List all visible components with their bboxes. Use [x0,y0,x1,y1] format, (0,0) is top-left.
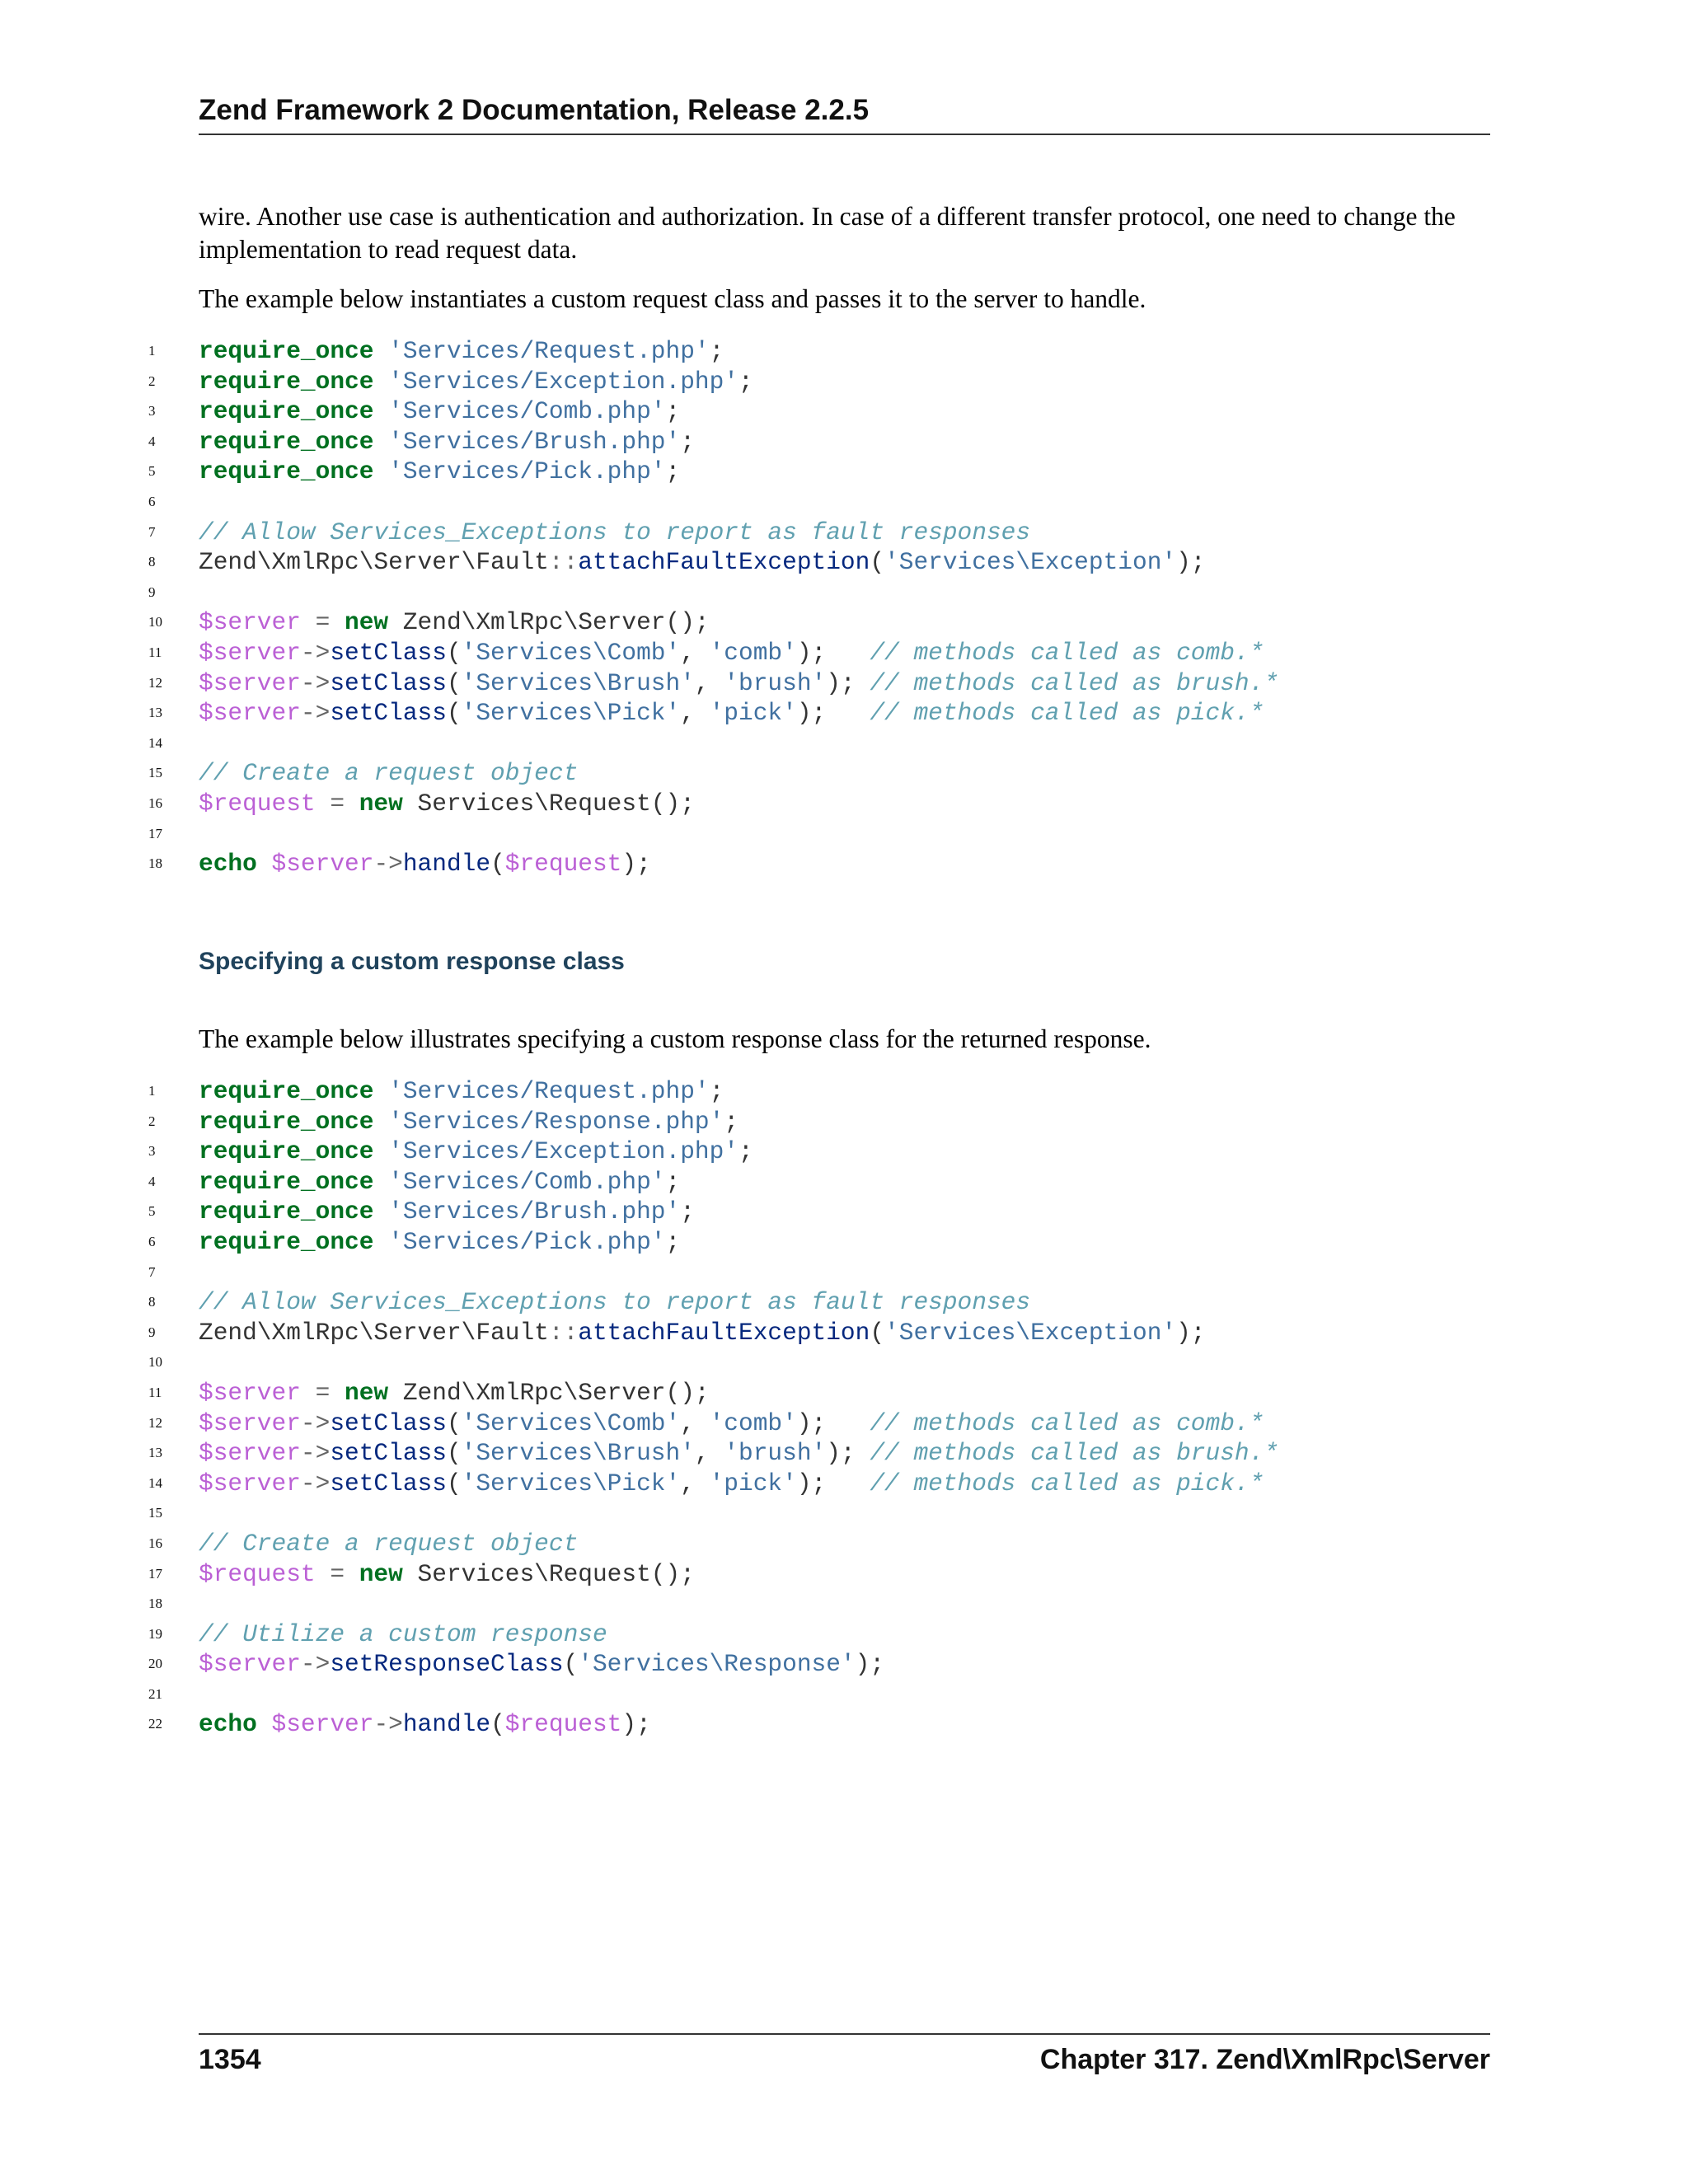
line-number: 7 [148,523,156,540]
code-token: ( [490,850,505,879]
code-token: new [359,1559,403,1588]
code-token: 'pick' [709,699,797,728]
line-number: 9 [148,1324,156,1340]
code-token: :: [548,1318,579,1347]
code-token: ); [826,1439,870,1468]
code-token: , [694,1439,724,1468]
code-token: ; [665,397,681,426]
running-header [199,92,1490,135]
code-line [148,1619,1490,1650]
code-token: $request [504,1710,622,1739]
code-token: ; [665,457,681,486]
code-token [301,1379,316,1407]
code-line [148,367,1490,397]
code-token: , [680,1408,710,1437]
code-token: 'Services/Brush.php' [388,1197,681,1226]
code-token: require_once [199,1197,374,1226]
line-number: 12 [148,1414,162,1431]
line-number: 4 [148,1173,156,1189]
line-number: 14 [148,734,162,751]
code-token: ; [680,427,695,456]
code-token [330,1379,345,1407]
code-token: Zend\XmlRpc\Server(); [388,608,710,637]
code-token: = [330,1559,345,1588]
code-token: echo [199,850,257,879]
line-number: 16 [148,1535,162,1551]
code-token: ( [563,1650,579,1679]
code-line [148,789,1490,819]
line-number: 1 [148,343,156,359]
code-token: 'Services/Pick.php' [388,1227,666,1256]
code-line [148,1287,1490,1318]
code-token: ( [870,548,885,577]
code-line [148,1709,1490,1740]
code-token: ( [446,699,462,728]
line-number: 7 [148,1263,156,1280]
code-token: 'pick' [709,1469,797,1497]
code-token: -> [300,1439,331,1468]
code-token: ); [796,638,870,667]
code-token: handle [402,850,491,879]
code-token: 'Services\Comb' [461,1408,681,1437]
code-token: ; [724,1107,739,1136]
code-token [373,1228,388,1256]
code-token: // methods called as comb.* [870,638,1264,667]
code-token: $request [199,1559,316,1588]
code-token: 'Services/Request.php' [388,337,710,365]
code-block-response [148,1076,1490,1740]
line-number: 20 [148,1656,162,1672]
code-line [148,1076,1490,1107]
code-token: $server [199,1378,301,1407]
code-token: $server [199,1650,301,1679]
code-line [148,1680,1490,1710]
code-token: ( [446,1439,462,1468]
line-number: 17 [148,1565,162,1582]
code-token [301,608,316,636]
line-number: 5 [148,1203,156,1220]
section-paragraph: The example below illustrates specifying a custom response class for the returned response. [199,1024,1151,1053]
code-token: ; [680,1197,695,1226]
code-line [148,1227,1490,1258]
code-token: ( [446,1469,462,1497]
code-token: handle [402,1710,491,1739]
code-token: ; [738,367,753,396]
code-token: ); [1176,1318,1206,1347]
code-token: ); [1176,548,1206,577]
line-number: 2 [148,373,156,389]
code-token: $server [199,608,301,637]
line-number: 21 [148,1685,162,1702]
code-token: ; [665,1227,681,1256]
code-token [373,457,388,485]
code-line [148,1197,1490,1227]
code-token [257,850,272,878]
code-line [148,1408,1490,1439]
code-line [148,487,1490,518]
code-token: 'Services\Brush' [461,668,695,697]
code-token: // methods called as comb.* [870,1408,1264,1437]
code-token [373,1108,388,1136]
code-line [148,758,1490,789]
line-number: 4 [148,433,156,449]
code-token: require_once [199,457,374,486]
code-line [148,1258,1490,1288]
code-token: -> [300,638,331,667]
code-token: 'Services\Brush' [461,1439,695,1468]
code-token [373,428,388,456]
code-token: require_once [199,1107,374,1136]
line-number: 3 [148,403,156,419]
page-footer [199,2033,1490,2078]
code-token: ( [446,668,462,697]
code-token: $server [271,850,374,879]
code-line [148,668,1490,699]
code-token: ); [826,668,870,697]
code-token: echo [199,1710,257,1739]
code-token: 'Services/Comb.php' [388,397,666,426]
code-token [373,1197,388,1226]
line-number: 2 [148,1113,156,1129]
code-token: 'Services/Brush.php' [388,427,681,456]
line-number: 15 [148,1505,162,1521]
code-token: require_once [199,367,374,396]
code-token: = [315,1378,331,1407]
code-token: // Create a request object [199,759,579,788]
code-token: $server [271,1710,374,1739]
code-token [316,1560,331,1588]
code-line [148,729,1490,759]
line-number: 11 [148,1384,162,1400]
code-token: ); [796,699,870,728]
code-line [148,518,1490,548]
code-token: ; [665,1167,681,1196]
code-token: -> [373,850,403,879]
code-token: $request [199,789,316,818]
line-number: 6 [148,1233,156,1249]
line-number: 12 [148,674,162,691]
code-line [148,1589,1490,1619]
code-line [148,1378,1490,1408]
line-number: 13 [148,1445,162,1461]
code-line [148,1167,1490,1197]
code-token: // Allow Services_Exceptions to report as fault responses [199,1288,1031,1317]
line-number: 19 [148,1625,162,1642]
code-line [148,1107,1490,1137]
code-token: require_once [199,427,374,456]
line-number: 16 [148,794,162,811]
code-token: require_once [199,337,374,365]
code-token: -> [300,699,331,728]
line-number: 8 [148,554,156,570]
code-token [373,368,388,396]
code-line [148,336,1490,367]
code-token: ); [796,1408,870,1437]
code-token: ; [709,1077,724,1105]
code-token: 'Services\Pick' [461,1469,681,1497]
code-token: 'Services\Pick' [461,699,681,728]
code-token: ); [855,1650,885,1679]
code-token: new [359,789,403,818]
code-token: $server [199,668,301,697]
intro-paragraph: wire. Another use case is authentication and authorization. In case of a different transfer protocol, one need to change the implementation to read request data. [199,202,1456,264]
code-token: Services\Request(); [402,789,695,818]
code-token: 'Services/Response.php' [388,1107,724,1136]
code-token [345,1560,359,1588]
code-token: setClass [330,1439,447,1468]
chapter-title: Chapter 317. Zend\XmlRpc\Server [1039,2044,1490,2075]
code-line [148,427,1490,457]
line-number: 5 [148,463,156,480]
code-line [148,547,1490,578]
code-token: // methods called as brush.* [870,668,1279,697]
page-number: 1354 [199,2044,261,2075]
code-token: 'Services/Pick.php' [388,457,666,486]
code-token: // Allow Services_Exceptions to report as fault responses [199,518,1031,546]
code-token: Services\Request(); [402,1559,695,1588]
code-line [148,698,1490,729]
code-line [148,1649,1490,1680]
code-token: ); [621,1710,651,1739]
code-token: require_once [199,1137,374,1166]
code-token: attachFaultException [578,548,870,577]
code-token: $server [199,1469,301,1497]
code-token: new [345,608,389,637]
code-token: , [680,699,710,728]
line-number: 14 [148,1474,162,1491]
code-token [345,790,359,818]
code-token: setClass [330,699,447,728]
line-number: 10 [148,1354,162,1371]
code-line [148,1469,1490,1499]
code-token: require_once [199,397,374,426]
line-number: 18 [148,855,162,872]
code-token: 'Services/Comb.php' [388,1167,666,1196]
section-heading: Specifying a custom response class [199,948,625,975]
code-line [148,1559,1490,1590]
code-token: 'Services/Exception.php' [388,367,739,396]
code-token [373,337,388,365]
code-line [148,1347,1490,1378]
code-token: ( [446,638,462,667]
code-token: $server [199,638,301,667]
code-token: require_once [199,1077,374,1105]
line-number: 9 [148,583,156,600]
code-token: 'Services\Exception' [884,1318,1177,1347]
code-line [148,1498,1490,1529]
code-token: $server [199,1408,301,1437]
code-token: 'Services\Response' [578,1650,856,1679]
code-token [373,397,388,425]
line-number: 6 [148,493,156,509]
code-token: Zend\XmlRpc\Server\Fault [199,548,549,577]
line-number: 11 [148,644,162,660]
code-token: 'Services\Comb' [461,638,681,667]
code-token: -> [300,1408,331,1437]
code-line [148,638,1490,668]
code-token: $server [199,1439,301,1468]
code-token: -> [300,1650,331,1679]
code-token: new [345,1378,389,1407]
code-token: setClass [330,1408,447,1437]
code-token: 'brush' [724,1439,827,1468]
code-token: $server [199,699,301,728]
code-token: setClass [330,638,447,667]
code-line [148,1137,1490,1167]
code-token: require_once [199,1227,374,1256]
line-number: 15 [148,765,162,781]
code-line [148,1529,1490,1559]
code-token: setClass [330,668,447,697]
code-token [316,790,331,818]
code-token: setClass [330,1469,447,1497]
code-line [148,457,1490,487]
line-number: 17 [148,825,162,841]
code-line [148,1438,1490,1469]
code-token: ); [621,850,651,879]
code-block-request [148,336,1490,879]
code-token: attachFaultException [578,1318,870,1347]
code-token: 'comb' [709,1408,797,1437]
code-token: ( [446,1408,462,1437]
line-number: 22 [148,1716,162,1732]
code-token: :: [548,548,579,577]
code-token: ( [490,1710,505,1739]
code-token: // Utilize a custom response [199,1619,607,1648]
code-token: 'brush' [724,668,827,697]
line-number: 18 [148,1596,162,1612]
code-token: require_once [199,1167,374,1196]
code-token: Zend\XmlRpc\Server\Fault [199,1318,549,1347]
code-token: // methods called as pick.* [870,699,1264,728]
code-token: , [694,668,724,697]
code-line [148,607,1490,638]
code-line [148,849,1490,879]
code-token [257,1710,272,1738]
code-line [148,578,1490,608]
code-token: ; [738,1137,753,1166]
code-token [373,1137,388,1165]
intro-example-paragraph: The example below instantiates a custom request class and passes it to the server to handle. [199,284,1146,313]
line-number: 13 [148,705,162,721]
code-token: -> [300,1469,331,1497]
code-token: 'comb' [709,638,797,667]
code-token: Zend\XmlRpc\Server(); [388,1378,710,1407]
code-token: 'Services/Request.php' [388,1077,710,1105]
code-token: 'Services/Exception.php' [388,1137,739,1166]
code-token: ; [709,337,724,365]
document-title: Zend Framework 2 Documentation, Release 2.2.5 [199,94,870,126]
code-token: ( [870,1318,885,1347]
code-token [373,1168,388,1196]
code-token: 'Services\Exception' [884,548,1177,577]
code-line [148,396,1490,427]
code-line [148,1318,1490,1348]
code-token: // methods called as brush.* [870,1439,1279,1468]
code-token: , [680,638,710,667]
code-token: -> [300,668,331,697]
line-number: 8 [148,1294,156,1310]
code-token: = [330,789,345,818]
code-token: ); [796,1469,870,1497]
line-number: 3 [148,1143,156,1160]
code-token: // methods called as pick.* [870,1469,1264,1497]
code-token: = [315,608,331,637]
code-token: // Create a request object [199,1529,579,1558]
code-token: , [680,1469,710,1497]
line-number: 1 [148,1083,156,1099]
code-token [330,608,345,636]
code-line [148,819,1490,850]
code-token: setResponseClass [330,1650,564,1679]
code-token: -> [373,1710,403,1739]
line-number: 10 [148,614,162,630]
code-token: $request [504,850,622,879]
code-token [373,1077,388,1105]
